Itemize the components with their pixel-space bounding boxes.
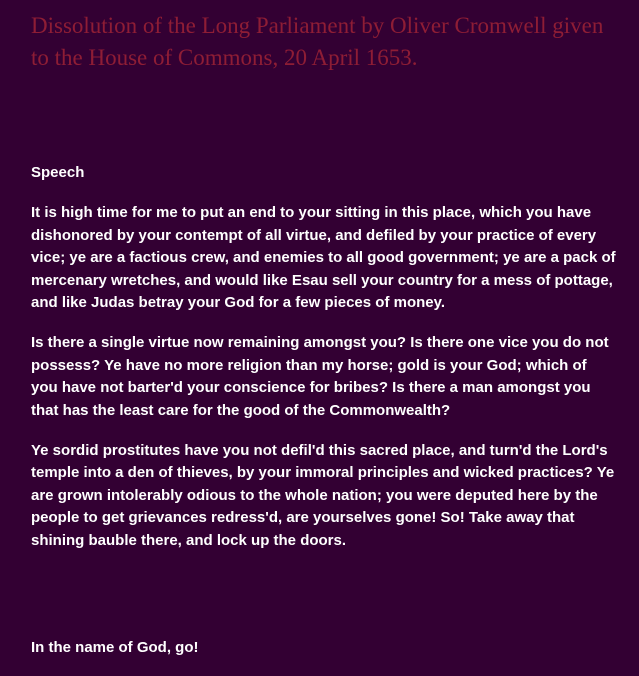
speech-paragraph-2: Is there a single virtue now remaining amongst you? Is there one vice you do not possess? Ye have no more religion than my horse; gold is your God; which of you have not barter'd your conscience for bribes? Is there a man amongst you that has the least care for the good of the Commonwealth? bbox=[31, 334, 609, 419]
speech-paragraph-3: Ye sordid prostitutes have you not defil'd this sacred place, and turn'd the Lord's temple into a den of thieves, by your immoral principles and wicked practices? Ye are grown intolerably odious to the whole nation; you were deputed here by the people to get grievances redress'd, are yourselves gone! So! Take away that shining bauble there, and lock up the doors. bbox=[31, 442, 615, 549]
speech-paragraph-1: It is high time for me to put an end to your sitting in this place, which you have dishonored by your contempt of all virtue, and defiled by your practice of every vice; ye are a factious crew, and enemies to all good government; ye are a pack of mercenary wretches, and would like Esau sell your country for a mess of pottage, and like Judas betray your God for a few pieces of money. bbox=[31, 204, 616, 312]
section-heading: Speech bbox=[31, 164, 85, 181]
page-title: Dissolution of the Long Parliament by Oliver Cromwell given to the House of Commons, 20 April 1653. bbox=[31, 13, 604, 70]
speech-body bbox=[31, 162, 617, 570]
closing-line: In the name of God, go! bbox=[31, 639, 199, 656]
